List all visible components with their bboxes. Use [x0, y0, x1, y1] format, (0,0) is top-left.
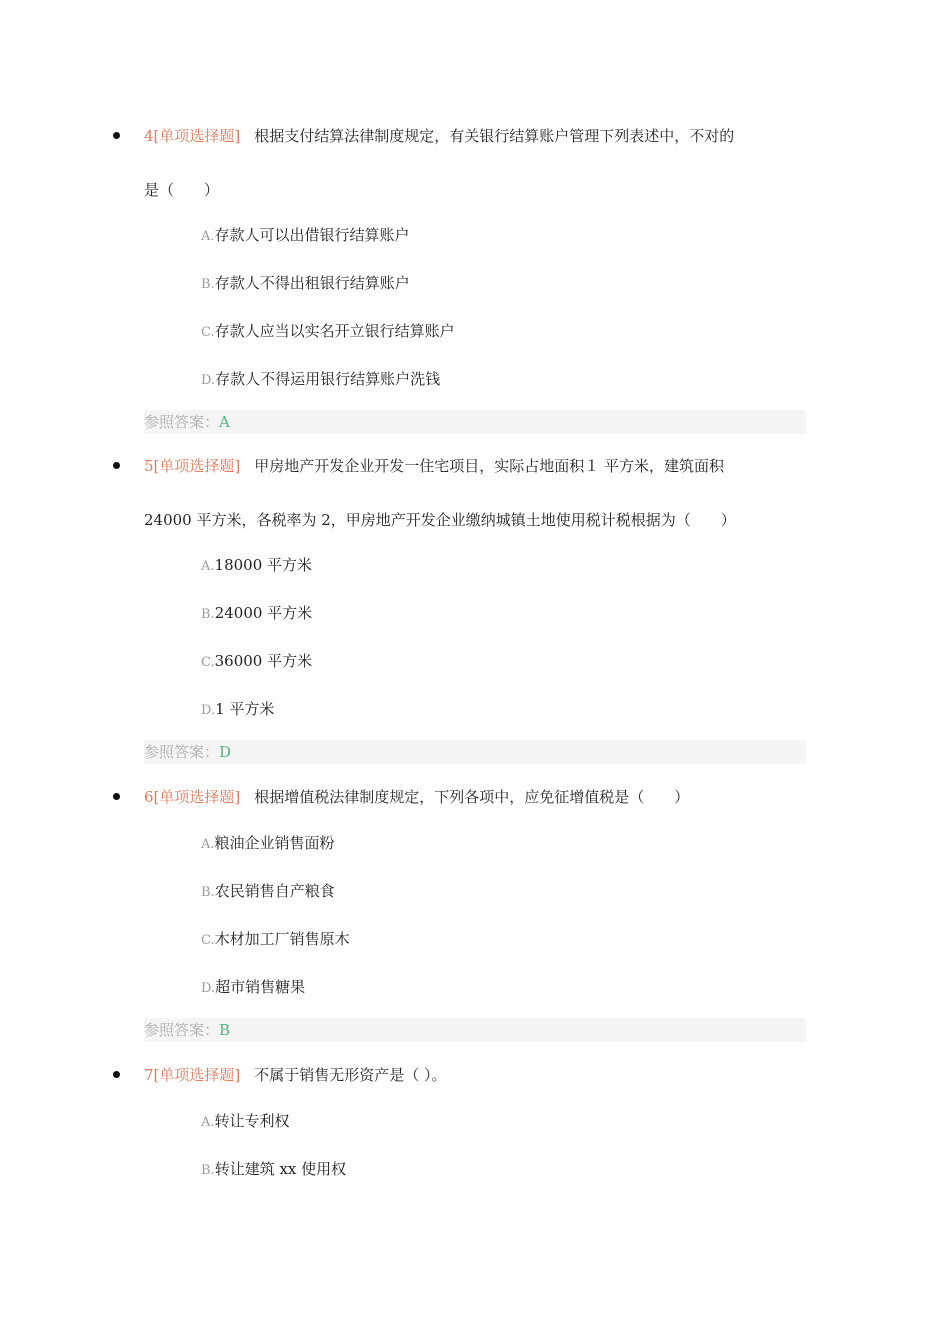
option-letter: C. [201, 325, 215, 340]
answer-value: D [219, 743, 232, 761]
option-letter: A. [201, 229, 215, 244]
question-text: 根据增值税法律制度规定，下列各项中，应免征增值税是（ ） [254, 788, 690, 806]
option-letter: C. [201, 933, 215, 948]
option-letter: D. [201, 373, 216, 388]
option-text: 存款人应当以实名开立银行结算账户 [214, 322, 455, 340]
option-text: 粮油企业销售面粉 [214, 834, 335, 852]
bullet-icon [113, 462, 120, 469]
option-letter: A. [201, 1115, 215, 1130]
question-type: [单项选择题] [153, 457, 241, 475]
option-d [201, 699, 274, 721]
option-text: 18000 平方米 [214, 556, 313, 574]
question-type: [单项选择题] [153, 127, 241, 145]
option-letter: A. [201, 837, 215, 852]
bullet-icon [113, 132, 120, 139]
option-text: 转让建筑 xx 使用权 [214, 1160, 347, 1178]
question-text: 甲房地产开发企业开发一住宅项目，实际占地面积１ 平方米，建筑面积 [254, 457, 725, 475]
option-text: 24000 平方米 [214, 604, 313, 622]
reference-answer [144, 410, 806, 434]
option-letter: B. [201, 1163, 215, 1178]
option-b [201, 603, 312, 625]
option-b [201, 273, 410, 295]
option-d [201, 977, 305, 999]
option-text: 农民销售自产粮食 [214, 882, 335, 900]
option-a [201, 555, 312, 577]
option-text: 超市销售糖果 [215, 978, 306, 996]
option-text: 1 平方米 [215, 700, 275, 718]
option-letter: B. [201, 607, 215, 622]
option-text: 36000 平方米 [214, 652, 313, 670]
option-letter: D. [201, 981, 216, 996]
option-letter: C. [201, 655, 215, 670]
question-stem [144, 787, 689, 807]
option-text: 存款人可以出借银行结算账户 [214, 226, 410, 244]
reference-answer [144, 740, 806, 764]
answer-value: A [219, 413, 230, 431]
option-text: 转让专利权 [214, 1112, 290, 1130]
question-stem-continued: 是（ ） [144, 181, 220, 199]
question-stem [144, 1065, 447, 1085]
bullet-icon [113, 793, 120, 800]
question-stem-continued: 24000 平方米，各税率为 2，甲房地产开发企业缴纳城镇土地使用税计税根据为（ ） [144, 511, 736, 529]
question-stem [144, 126, 734, 146]
option-letter: B. [201, 885, 215, 900]
option-a [201, 833, 335, 855]
option-text: 存款人不得出租银行结算账户 [214, 274, 410, 292]
question-number: 5 [144, 457, 154, 475]
question-type: [单项选择题] [153, 1066, 241, 1084]
option-letter: A. [201, 559, 215, 574]
option-b [201, 1159, 346, 1181]
answer-label: 参照答案： [144, 743, 220, 761]
reference-answer [144, 1018, 806, 1042]
option-c [201, 321, 455, 343]
question-number: 7 [144, 1066, 154, 1084]
option-b [201, 881, 335, 903]
option-letter: B. [201, 277, 215, 292]
option-a [201, 1111, 290, 1133]
question-stem [144, 456, 724, 476]
answer-value: B [219, 1021, 231, 1039]
question-text: 不属于销售无形资产是（ ）。 [254, 1066, 447, 1084]
question-type: [单项选择题] [153, 788, 241, 806]
question-number: 6 [144, 788, 154, 806]
option-c [201, 651, 312, 673]
bullet-icon [113, 1071, 120, 1078]
answer-label: 参照答案： [144, 413, 220, 431]
option-letter: D. [201, 703, 216, 718]
answer-label: 参照答案： [144, 1021, 220, 1039]
question-text: 根据支付结算法律制度规定，有关银行结算账户管理下列表述中，不对的 [254, 127, 735, 145]
option-a [201, 225, 410, 247]
option-c [201, 929, 350, 951]
option-text: 存款人不得运用银行结算账户洗钱 [215, 370, 441, 388]
option-d [201, 369, 440, 391]
question-number: 4 [144, 127, 154, 145]
option-text: 木材加工厂销售原木 [214, 930, 350, 948]
